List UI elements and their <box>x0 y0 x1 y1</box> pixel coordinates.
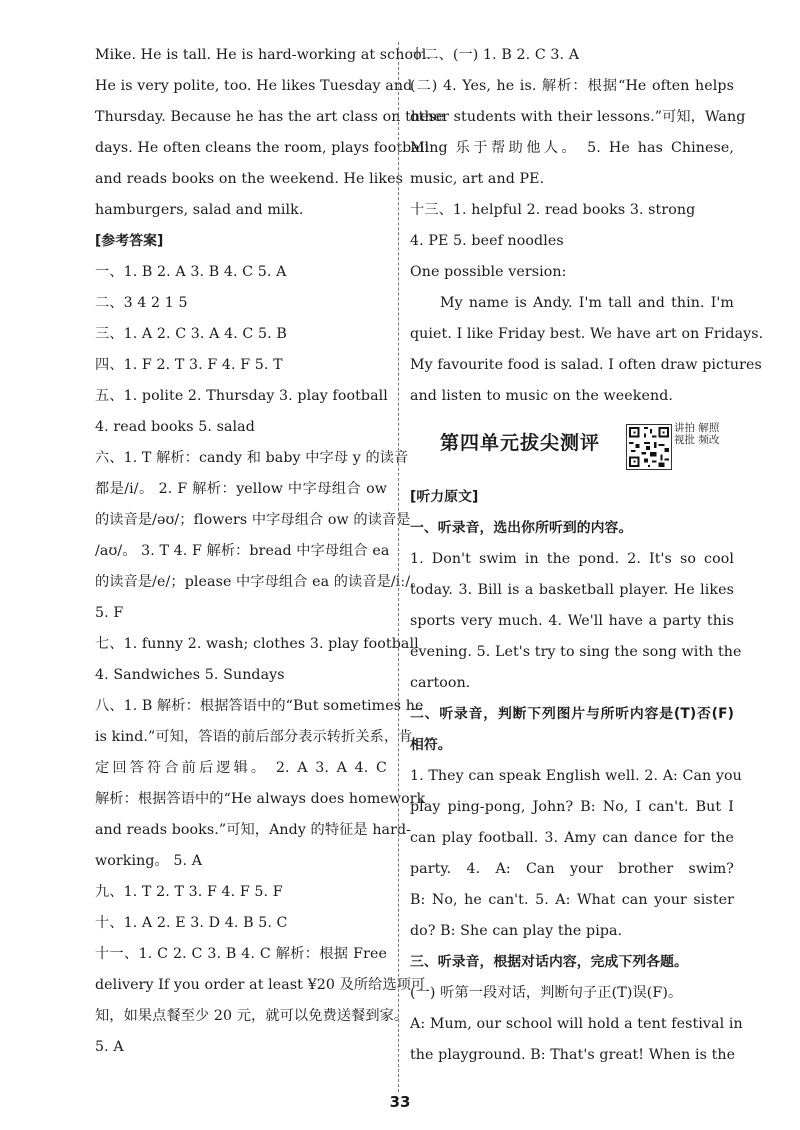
text-line: party. 4. A: Can your brother swim? <box>410 861 734 877</box>
text-line: My favourite food is salad. I often draw pictures <box>410 357 762 373</box>
text-line: 九、1. T 2. T 3. F 4. F 5. F <box>95 884 283 900</box>
text-line: 一、听录音，选出你所听到的内容。 <box>410 520 633 536</box>
text-line: and reads books on the weekend. He likes <box>95 171 403 187</box>
text-line: 4. read books 5. salad <box>95 419 255 435</box>
text-line: /aʊ/。 3. T 4. F 解析：bread 中字母组合 ea <box>95 543 390 559</box>
text-line: evening. 5. Let's try to sing the song with the <box>410 644 742 660</box>
qr-caption: 讲拍 解照 视批 频改 <box>674 422 720 446</box>
text-line: the playground. B: That's great! When is the <box>410 1047 736 1063</box>
unit-title-row <box>410 416 734 482</box>
text-line: One possible version: <box>410 264 567 280</box>
text-line: 三、听录音，根据对话内容，完成下列各题。 <box>410 954 688 970</box>
answers-continued <box>410 40 764 412</box>
text-line: 定回答符合前后逻辑。 2. A 3. A 4. C <box>95 760 387 776</box>
text-line: 解析：根据答语中的“He always does homework <box>95 791 426 807</box>
column-divider <box>398 42 399 1092</box>
text-line: 十、1. A 2. E 3. D 4. B 5. C <box>95 915 288 931</box>
text-line: Ming 乐于帮助他人。 5. He has Chinese, <box>410 140 734 156</box>
text-line: 二、听录音，判断下列图片与所听内容是(T)否(F) <box>410 706 734 722</box>
text-line: 一、1. B 2. A 3. B 4. C 5. A <box>95 264 287 280</box>
text-line: 四、1. F 2. T 3. F 4. F 5. T <box>95 357 283 373</box>
text-line: 相符。 <box>410 737 452 753</box>
text-line: [参考答案] <box>95 233 164 249</box>
page-number: 33 <box>389 1093 411 1111</box>
text-line: play ping-pong, John? B: No, I can't. But I <box>410 799 734 815</box>
text-line: 5. A <box>95 1039 124 1055</box>
text-line: 4. Sandwiches 5. Sundays <box>95 667 285 683</box>
text-line: 1. Don't swim in the pond. 2. It's so cool <box>410 551 734 567</box>
text-line: music, art and PE. <box>410 171 545 187</box>
text-line: 1. They can speak English well. 2. A: Can you <box>410 768 742 784</box>
text-line: 的读音是/əʊ/；flowers 中字母组合 ow 的读音是 <box>95 512 411 528</box>
text-line: can play football. 3. Amy can dance for the <box>410 830 734 846</box>
text-line: 4. PE 5. beef noodles <box>410 233 564 249</box>
text-line: A: Mum, our school will hold a tent festival in <box>410 1016 743 1032</box>
text-line: 八、1. B 解析：根据答语中的“But sometimes he <box>95 698 424 714</box>
text-line: do? B: She can play the pipa. <box>410 923 623 939</box>
text-line: 的读音是/e/；please 中字母组合 ea 的读音是/iː/。 <box>95 574 425 590</box>
text-line: and listen to music on the weekend. <box>410 388 673 404</box>
text-line: 三、1. A 2. C 3. A 4. C 5. B <box>95 326 287 342</box>
text-line: 五、1. polite 2. Thursday 3. play football <box>95 388 388 404</box>
listening-transcript <box>410 482 743 1071</box>
text-line: working。 5. A <box>95 853 203 869</box>
text-line: Mike. He is tall. He is hard-working at school. <box>95 47 431 63</box>
text-line: My name is Andy. I'm tall and thin. I'm <box>440 295 734 311</box>
text-line: Thursday. Because he has the art class on these <box>95 109 445 125</box>
text-line: 七、1. funny 2. wash; clothes 3. play football <box>95 636 419 652</box>
text-line: 十一、1. C 2. C 3. B 4. C 解析：根据 Free <box>95 946 387 962</box>
text-line: 知，如果点餐至少 20 元，就可以免费送餐到家。 <box>95 1008 409 1024</box>
text-line: other students with their lessons.”可知，Wang <box>410 109 746 125</box>
text-line: delivery If you order at least ¥20 及所给选项可 <box>95 977 426 993</box>
text-line: sports very much. 4. We'll have a party this <box>410 613 734 629</box>
right-column <box>410 40 764 1071</box>
qr-code-icon[interactable] <box>626 424 672 470</box>
text-line: He is very polite, too. He likes Tuesday and <box>95 78 413 94</box>
text-line: 5. F <box>95 605 124 621</box>
text-line: days. He often cleans the room, plays football <box>95 140 430 156</box>
text-line: 十二、(一) 1. B 2. C 3. A <box>410 47 580 63</box>
text-line: (一) 听第一段对话，判断句子正(T)误(F)。 <box>410 985 683 1001</box>
text-line: (二) 4. Yes, he is. 解析：根据“He often helps <box>410 78 734 94</box>
text-line: [听力原文] <box>410 489 479 505</box>
text-line: B: No, he can't. 5. A: What can your sister <box>410 892 734 908</box>
text-line: cartoon. <box>410 675 471 691</box>
text-line: 都是/i/。 2. F 解析：yellow 中字母组合 ow <box>95 481 387 497</box>
text-line: hamburgers, salad and milk. <box>95 202 304 218</box>
text-line: today. 3. Bill is a basketball player. He likes <box>410 582 734 598</box>
text-line: 十三、1. helpful 2. read books 3. strong <box>410 202 696 218</box>
unit-title: 第四单元拔尖测评 <box>440 432 601 454</box>
text-line: 六、1. T 解析：candy 和 baby 中字母 y 的读音 <box>95 450 409 466</box>
text-line: and reads books.”可知，Andy 的特征是 hard- <box>95 822 412 838</box>
text-line: 二、3 4 2 1 5 <box>95 295 188 311</box>
text-line: quiet. I like Friday best. We have art on Fridays. <box>410 326 764 342</box>
text-line: is kind.”可知，答语的前后部分表示转折关系，肯 <box>95 729 413 745</box>
